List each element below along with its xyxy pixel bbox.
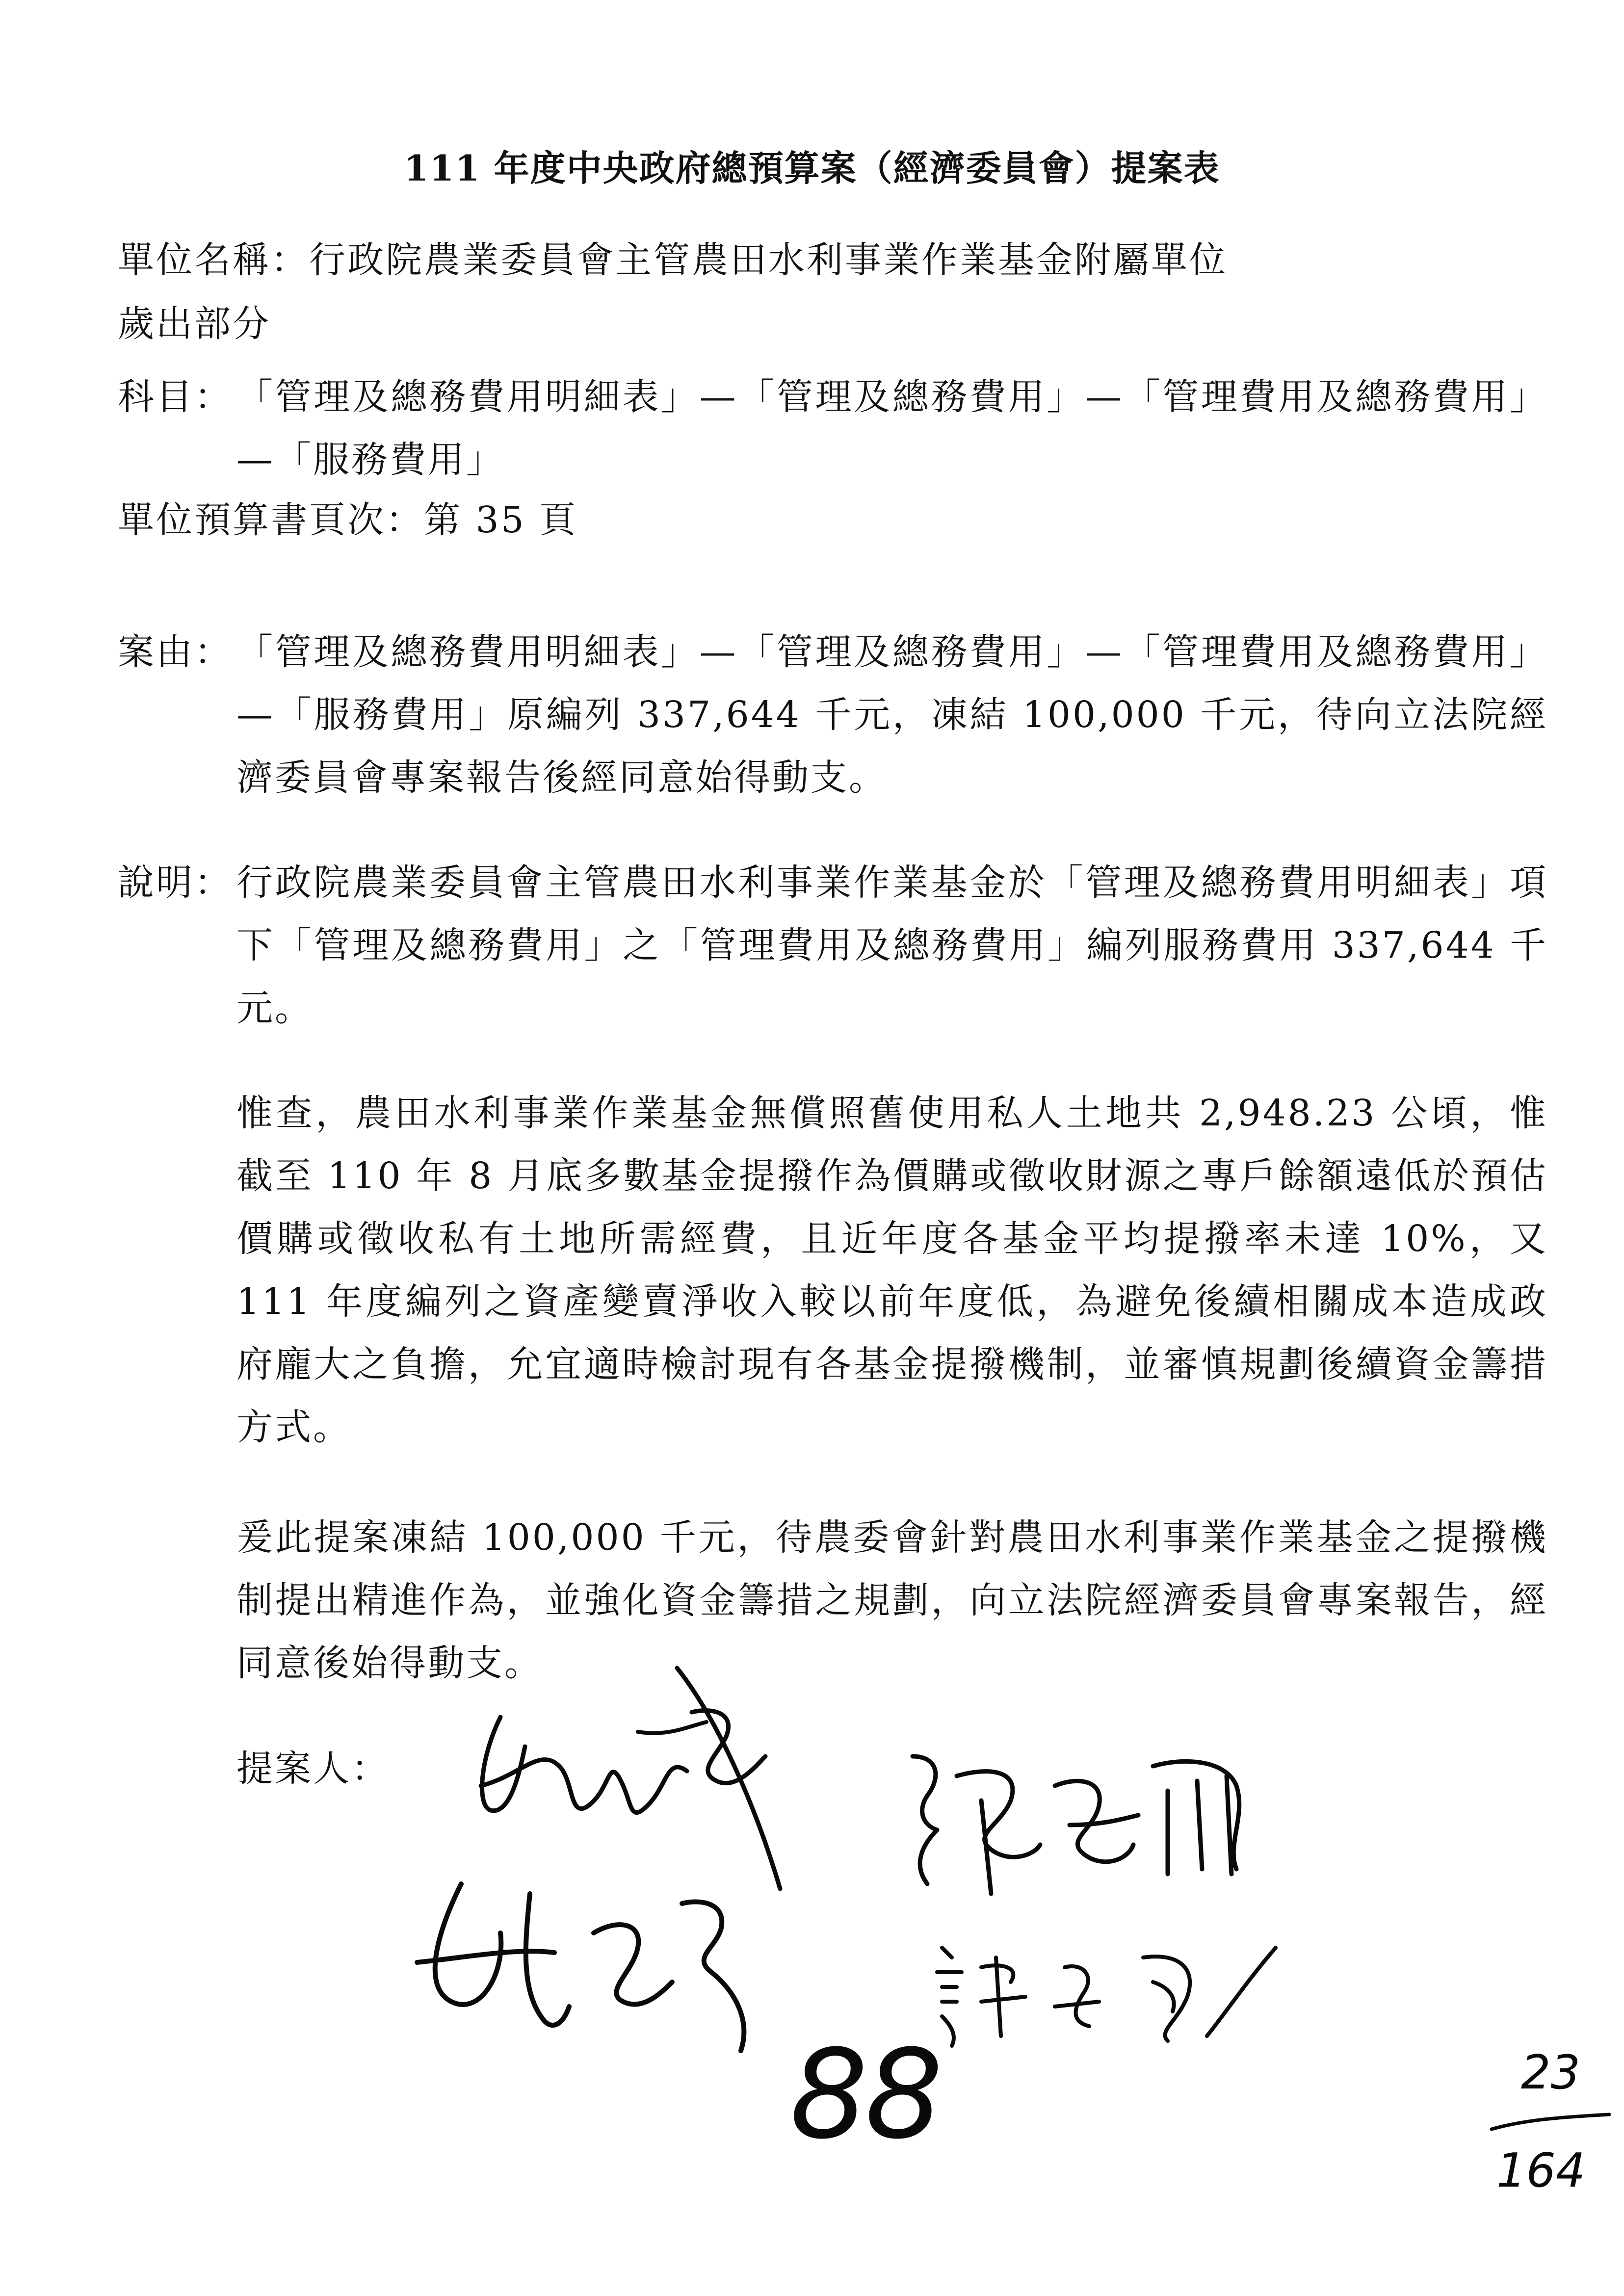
signature — [893, 1747, 1285, 1904]
signature — [407, 1874, 800, 2070]
section-label: 歲出部分 — [118, 303, 271, 345]
corner-mark-bottom: 164 — [1496, 2144, 1586, 2198]
explanation-block — [118, 851, 1548, 1043]
explanation-label: 說明： — [118, 861, 233, 904]
subject-block — [118, 365, 1548, 493]
budget-page-line: 單位預算書頁次：第 35 頁 — [118, 499, 578, 541]
case-text: 「管理及總務費用明細表」—「管理及總務費用」—「管理費用及總務費用」—「服務費用」原編列 337,644 千元，凍結 100,000 千元，待向立法院經濟委員會專案報告後經同意始得動支。 — [236, 631, 1548, 799]
explanation-paragraph: 惟查，農田水利事業作業基金無償照舊使用私人土地共 2,948.23 公頃，惟截至 110 年 8 月底多數基金提撥作為價購或徵收財源之專戶餘額遠低於預估價購或徵收私有土地所需經費，且近年度各基金平均提撥率未達 10%，又 111 年度編列之資產變賣淨收入較以前年度低，為避免後續相關成本造成政府龐大之負擔，允宜適時檢討現有各基金提撥機制，並審慎規劃後續資金籌措方式。 — [236, 1092, 1548, 1448]
subject-text: 「管理及總務費用明細表」—「管理及總務費用」—「管理費用及總務費用」—「服務費用」 — [236, 376, 1548, 481]
corner-mark-top: 23 — [1521, 2046, 1580, 2100]
subject-label: 科目： — [118, 376, 233, 418]
case-label: 案由： — [118, 631, 233, 673]
unit-name-line: 單位名稱：行政院農業委員會主管農田水利事業作業基金附屬單位 — [118, 239, 1228, 281]
proposer-label: 提案人： — [236, 1748, 390, 1790]
handwritten-number: 88 — [790, 2023, 941, 2166]
explanation-paragraph: 爰此提案凍結 100,000 千元，待農委會針對農田水利事業作業基金之提撥機制提出精進作為，並強化資金籌措之規劃，向立法院經濟委員會專案報告，經同意後始得動支。 — [236, 1516, 1548, 1684]
signature — [922, 1938, 1295, 2065]
divider-stroke — [1487, 2110, 1614, 2139]
document-title: 111 年度中央政府總預算案（經濟委員會）提案表 — [404, 147, 1220, 189]
case-block — [118, 621, 1548, 812]
explanation-text: 行政院農業委員會主管農田水利事業作業基金於「管理及總務費用明細表」項下「管理及總務費用」之「管理費用及總務費用」編列服務費用 337,644 千元。 — [236, 861, 1548, 1029]
